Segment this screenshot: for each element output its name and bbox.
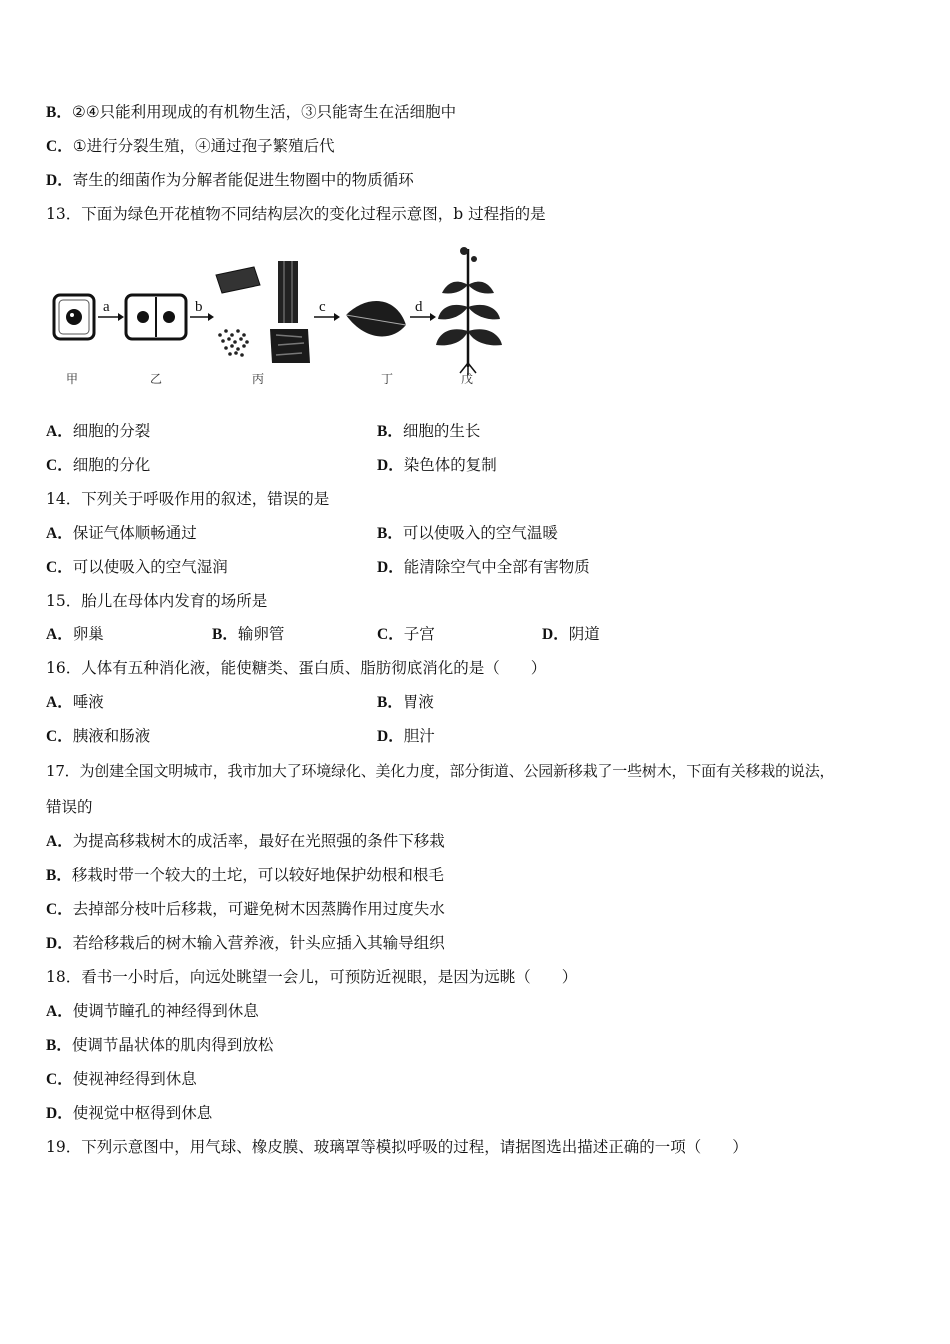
option-text: 为提高移栽树木的成活率，最好在光照强的条件下移栽 [72,832,445,850]
cell-dividing [126,295,186,339]
option-label: C． [46,1071,73,1088]
option-label: A． [46,423,73,440]
option-label: B． [212,626,238,643]
option-text: 使调节瞳孔的神经得到休息 [72,1002,259,1020]
q15-option-d [542,624,600,645]
q17-stem-line1: 17．为创建全国文明城市，我市加大了环境绿化、美化力度，部分街道、公园新移栽了一些树木，下面有关移栽的说法， [46,762,835,780]
option-text: 可以使吸入的空气湿润 [72,558,228,576]
option-text: 输卵管 [237,625,285,643]
q13-option-a [46,421,150,442]
arrow-c [314,299,340,321]
option-label: A． [46,833,73,850]
option-label: A． [46,626,73,643]
option-text: 使视神经得到休息 [72,1070,197,1088]
option-text: 保证气体顺畅通过 [72,524,197,542]
option-label: B． [46,1037,72,1054]
option-text: 能清除空气中全部有害物质 [403,558,590,576]
q18-option-b [46,1035,273,1056]
q17-option-d [46,933,445,954]
option-text: 胃液 [402,693,434,711]
q16-stem: 16．人体有五种消化液，能使糖类、蛋白质、脂肪彻底消化的是（ ） [46,659,547,677]
option-text: 若给移栽后的树木输入营养液，针头应插入其输导组织 [72,934,445,952]
option-text: 阴道 [568,625,600,643]
option-label: B． [46,867,72,884]
option-label: D． [542,626,569,643]
option-label: C． [46,138,73,155]
stage-label: 戊 [461,372,474,386]
q18-option-d [46,1103,212,1124]
q18-option-a [46,1001,259,1022]
arrow-b [190,299,214,321]
option-label: D． [377,728,404,745]
option-label: D． [46,1105,73,1122]
q14-option-b [377,523,558,544]
option-label: D． [46,935,73,952]
option-text: 唾液 [72,693,104,711]
option-label: B． [46,104,72,121]
q13-option-c [46,455,150,476]
q17-option-b [46,865,444,886]
option-label: C． [46,728,73,745]
q18-option-c [46,1069,197,1090]
option-label: A． [46,694,73,711]
q15-option-a [46,624,104,645]
stage-label: 乙 [150,372,163,386]
arrow-label-a: a [103,299,110,315]
arrow-d [410,299,436,321]
q13-option-b [377,421,480,442]
option-label: C． [46,457,73,474]
whole-plant [436,247,502,375]
stage-label: 甲 [66,372,79,386]
q15-stem: 15．胎儿在母体内发育的场所是 [46,592,268,610]
option-text: 染色体的复制 [403,456,497,474]
option-text: 细胞的分化 [72,456,151,474]
q17-stem-line2: 错误的 [46,798,93,816]
option-text: 细胞的分裂 [72,422,151,440]
option-text: 去掉部分枝叶后移栽，可避免树木因蒸腾作用过度失水 [72,900,445,918]
arrow-a [98,299,124,321]
option-label: C． [46,559,73,576]
q14-option-c [46,557,228,578]
q14-option-d [377,557,590,578]
option-text: 细胞的生长 [402,422,481,440]
option-text: 寄生的细菌作为分解者能促进生物圈中的物质循环 [72,171,414,189]
option-label: A． [46,1003,73,1020]
option-label: D． [377,457,404,474]
arrow-label-d: d [415,299,423,315]
option-label: C． [377,626,404,643]
q15-option-b [212,624,284,645]
stage-label: 丁 [381,372,394,386]
arrow-label-c: c [319,299,326,315]
option-label: B． [377,423,403,440]
q19-stem: 19．下列示意图中，用气球、橡皮膜、玻璃罩等模拟呼吸的过程，请据图选出描述正确的一项（ ） [46,1138,748,1156]
plant-structure-diagram [46,245,506,393]
q16-option-b [377,692,434,713]
option-text: ②④只能利用现成的有机物生活，③只能寄生在活细胞中 [71,103,457,121]
option-label: A． [46,525,73,542]
q16-option-c [46,726,150,747]
stage-label: 丙 [252,372,265,386]
q14-stem: 14．下列关于呼吸作用的叙述，错误的是 [46,490,330,508]
tissues [216,261,310,363]
option-text: 胰液和肠液 [72,727,151,745]
option-text: 移栽时带一个较大的土坨，可以较好地保护幼根和根毛 [71,866,444,884]
q13-option-d [377,455,497,476]
option-text: 胆汁 [403,727,435,745]
q15-option-c [377,624,435,645]
option-text: 使调节晶状体的肌肉得到放松 [71,1036,274,1054]
option-label: B． [377,694,403,711]
arrow-label-b: b [195,299,203,315]
option-text: 卵巢 [72,625,104,643]
q16-option-d [377,726,435,747]
option-label: C． [46,901,73,918]
option-text: 可以使吸入的空气温暖 [402,524,558,542]
option-text: ①进行分裂生殖，④通过孢子繁殖后代 [72,137,335,155]
q17-option-a [46,831,445,852]
leaf-organ [346,301,406,336]
q14-option-a [46,523,197,544]
option-text: 子宫 [403,625,435,643]
q17-option-c [46,899,445,920]
option-label: D． [377,559,404,576]
q16-option-a [46,692,104,713]
option-label: D． [46,172,73,189]
q12-option-d [46,170,414,191]
cell-single [54,295,94,339]
q12-option-c [46,136,335,157]
option-label: B． [377,525,403,542]
option-text: 使视觉中枢得到休息 [72,1104,213,1122]
q13-stem: 13．下面为绿色开花植物不同结构层次的变化过程示意图，b 过程指的是 [46,205,546,223]
q18-stem: 18．看书一小时后，向远处眺望一会儿，可预防近视眼，是因为远眺（ ） [46,968,578,986]
q12-option-b [46,102,456,123]
